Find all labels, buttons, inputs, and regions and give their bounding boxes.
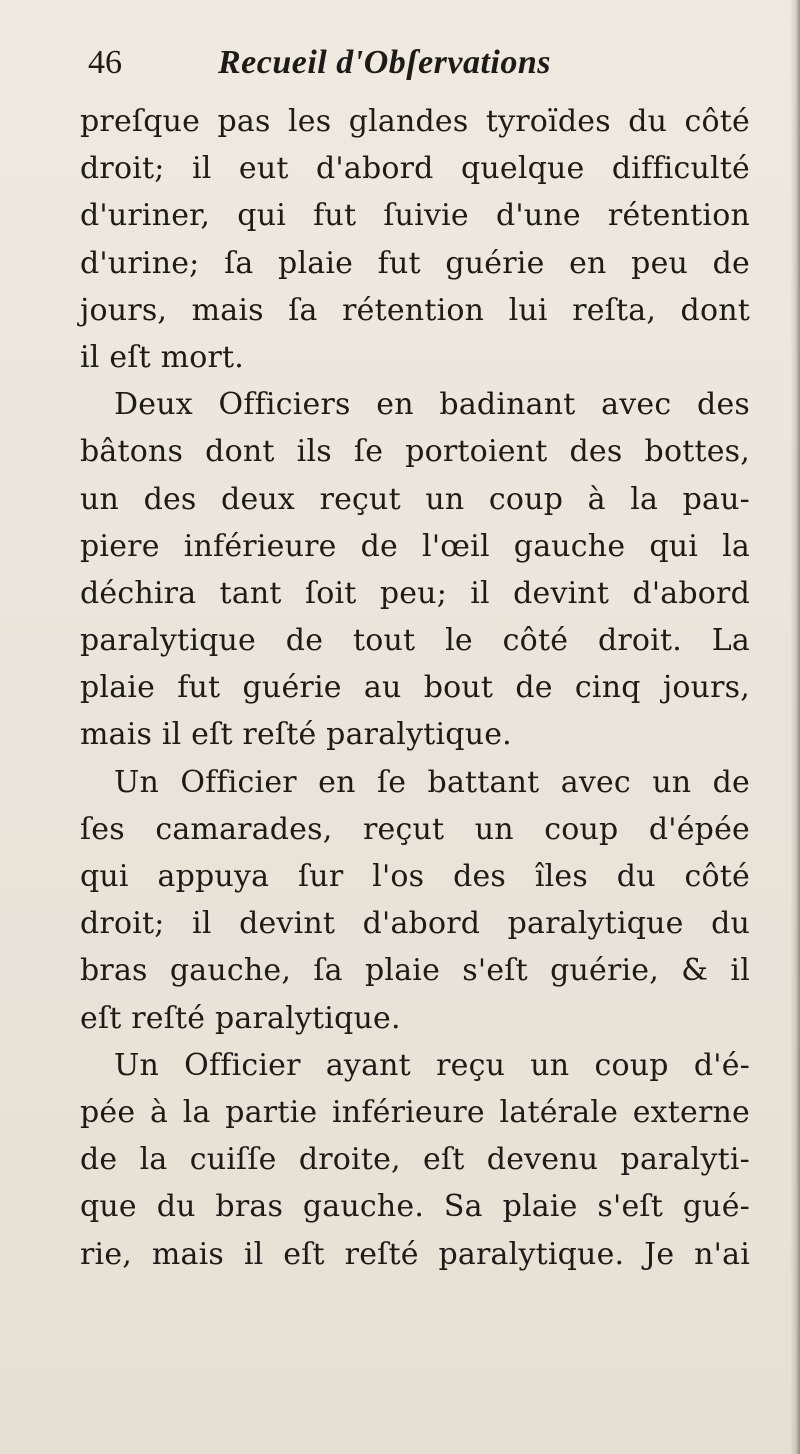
text-line: bras gauche, ſa plaie s'eſt guérie, & il — [80, 953, 750, 989]
body-text — [80, 98, 750, 1278]
text-line: piere inférieure de l'œil gauche qui la — [80, 528, 750, 564]
text-line: droit; il eut d'abord quelque difficulté — [80, 151, 750, 187]
text-line: de la cuiſſe droite, eſt devenu paralyti- — [80, 1142, 750, 1178]
text-line: Un Officier ayant reçu un coup d'é- — [114, 1047, 750, 1083]
text-line: il eſt mort. — [80, 339, 245, 375]
text-line: bâtons dont ils ſe portoient des bottes, — [80, 434, 750, 470]
text-line: d'urine; ſa plaie fut guérie en peu de — [80, 245, 750, 281]
page-number: 46 — [88, 44, 122, 81]
text-line: eſt reſté paralytique. — [80, 1000, 401, 1036]
text-line: jours, mais ſa rétention lui reſta, dont — [80, 292, 750, 328]
text-line: ſes camarades, reçut un coup d'épée — [80, 811, 750, 847]
text-line: Deux Officiers en badinant avec des — [114, 387, 750, 423]
text-line: preſque pas les glandes tyroïdes du côté — [80, 104, 750, 139]
text-line: plaie fut guérie au bout de cinq jours, — [80, 670, 750, 706]
running-title: Recueil d'Obſervations — [218, 44, 552, 81]
text-line: rie, mais il eſt reſté paralytique. Je n'ai — [80, 1236, 750, 1272]
page-edge-shadow — [790, 0, 800, 1454]
text-line: qui appuya ſur l'os des îles du côté — [80, 859, 750, 894]
text-line: pée à la partie inférieure latérale externe — [80, 1094, 750, 1130]
text-line: mais il eſt reſté paralytique. — [80, 717, 512, 753]
text-line: un des deux reçut un coup à la pau- — [80, 481, 750, 517]
text-line: d'uriner, qui fut ſuivie d'une rétention — [80, 198, 750, 234]
text-line: déchira tant ſoit peu; il devint d'abord — [80, 575, 750, 611]
text-line: droit; il devint d'abord paralytique du — [80, 906, 750, 942]
text-line: paralytique de tout le côté droit. La — [80, 623, 750, 659]
page-header — [88, 40, 728, 86]
text-line: Un Officier en ſe battant avec un de — [114, 764, 750, 800]
text-line: que du bras gauche. Sa plaie s'eſt gué- — [80, 1189, 750, 1225]
